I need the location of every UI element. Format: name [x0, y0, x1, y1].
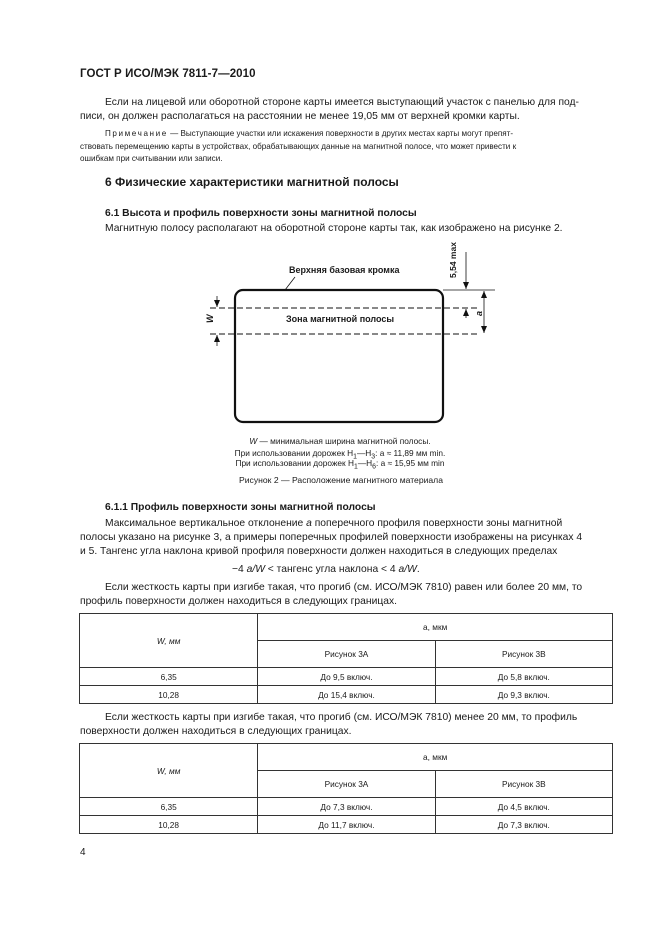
table2-header-a: a, мкм	[258, 744, 613, 771]
table-cell: До 5,8 включ.	[435, 668, 612, 686]
legend-h3: При использовании дорожек $H_1—H_3$: a ≈ 11,89 мм min.	[234, 448, 446, 461]
table-stiff-cards	[79, 613, 613, 704]
p2-line-2: профиль поверхности должен находиться в следующих границах.	[80, 596, 397, 607]
top-edge-leader	[285, 277, 295, 290]
top-edge-label: Верхняя базовая кромка	[289, 265, 400, 275]
legend-w: W — минимальная ширина магнитной полосы.	[249, 436, 431, 446]
table-cell: До 7,3 включ.	[258, 798, 435, 816]
note-line-3: ошибкам при считывании или записи.	[80, 154, 223, 163]
table-row	[80, 668, 613, 686]
table-cell: До 9,3 включ.	[435, 686, 612, 704]
table-cell: 10,28	[80, 686, 258, 704]
table2-header-w: W, мм	[80, 744, 258, 798]
table1-header-3a: Рисунок 3А	[258, 641, 435, 668]
section-6-title: 6 Физические характеристики магнитной полосы	[105, 175, 399, 189]
figure-2-diagram	[190, 252, 510, 432]
note-text-1: — Выступающие участки или искажения поверхности в других местах карты могут препят-	[167, 129, 514, 138]
stripe-zone-label: Зона магнитной полосы	[286, 314, 395, 324]
p3-line-2: поверхности должен находиться в следующих границах.	[80, 726, 352, 737]
p1-line-1: Максимальное вертикальное отклонение a поперечного профиля поверхности зоны магнитной	[105, 518, 563, 529]
table-flexible-cards	[79, 743, 613, 834]
table-cell: 6,35	[80, 668, 258, 686]
intro-line-1: Если на лицевой или оборотной стороне карты имеется выступающий участок с панелью для под-	[105, 97, 579, 108]
table-row	[80, 798, 613, 816]
section-6-1-text: Магнитную полосу располагают на оборотной стороне карты так, как изображено на рисунке 2.	[105, 223, 563, 234]
max-dimension-label: 5,54 max	[448, 242, 458, 278]
w-dimension-label: W	[205, 314, 215, 323]
note-line-1	[105, 127, 513, 140]
table2-header-3a: Рисунок 3А	[258, 771, 435, 798]
table-cell: До 11,7 включ.	[258, 816, 435, 834]
slope-formula: −4 a/W < тангенс угла наклона < 4 a/W.	[232, 564, 420, 575]
figure-2-caption: Рисунок 2 — Расположение магнитного материала	[239, 475, 443, 485]
p1-line-2: полосы указано на рисунке 3, а примеры поперечных профилей поверхности изображены на рисунках 4	[80, 532, 583, 543]
table-cell: До 4,5 включ.	[435, 798, 612, 816]
section-6-1-title: 6.1 Высота и профиль поверхности зоны магнитной полосы	[105, 208, 417, 219]
section-6-1-1-title: 6.1.1 Профиль поверхности зоны магнитной полосы	[105, 502, 376, 513]
table-row	[80, 816, 613, 834]
card-outline	[235, 290, 443, 422]
table1-header-a: a, мкм	[258, 614, 613, 641]
table-cell: До 15,4 включ.	[258, 686, 435, 704]
table2-header-3b: Рисунок 3В	[435, 771, 612, 798]
document-header: ГОСТ Р ИСО/МЭК 7811-7—2010	[80, 68, 256, 80]
intro-line-2: писи, он должен располагаться на расстоянии не менее 19,05 мм от верхней кромки карты.	[80, 111, 520, 122]
page-number: 4	[80, 847, 86, 858]
table-cell: 6,35	[80, 798, 258, 816]
p1-line-3: и 5. Тангенс угла наклона кривой профиля поверхности должен находиться в следующих пределах	[80, 546, 558, 557]
table-cell: До 9,5 включ.	[258, 668, 435, 686]
p3-line-1: Если жесткость карты при изгибе такая, что прогиб (см. ИСО/МЭК 7810) менее 20 мм, то профиль	[105, 712, 578, 723]
table-row	[80, 686, 613, 704]
note-line-2: ствовать перемещению карты в устройствах, обрабатывающих данные на магнитной полосе, что может привести к	[80, 142, 517, 151]
p2-line-1: Если жесткость карты при изгибе такая, что прогиб (см. ИСО/МЭК 7810) равен или более 20 мм, то	[105, 582, 583, 593]
a-dimension-label: a	[474, 310, 484, 316]
table1-header-w: W, мм	[80, 614, 258, 668]
table-cell: 10,28	[80, 816, 258, 834]
table1-header-3b: Рисунок 3В	[435, 641, 612, 668]
table-cell: До 7,3 включ.	[435, 816, 612, 834]
legend-h6: При использовании дорожек $H_1—H_6$: a ≈ 15,95 мм min	[235, 458, 445, 471]
note-label: Примечание	[105, 129, 168, 138]
